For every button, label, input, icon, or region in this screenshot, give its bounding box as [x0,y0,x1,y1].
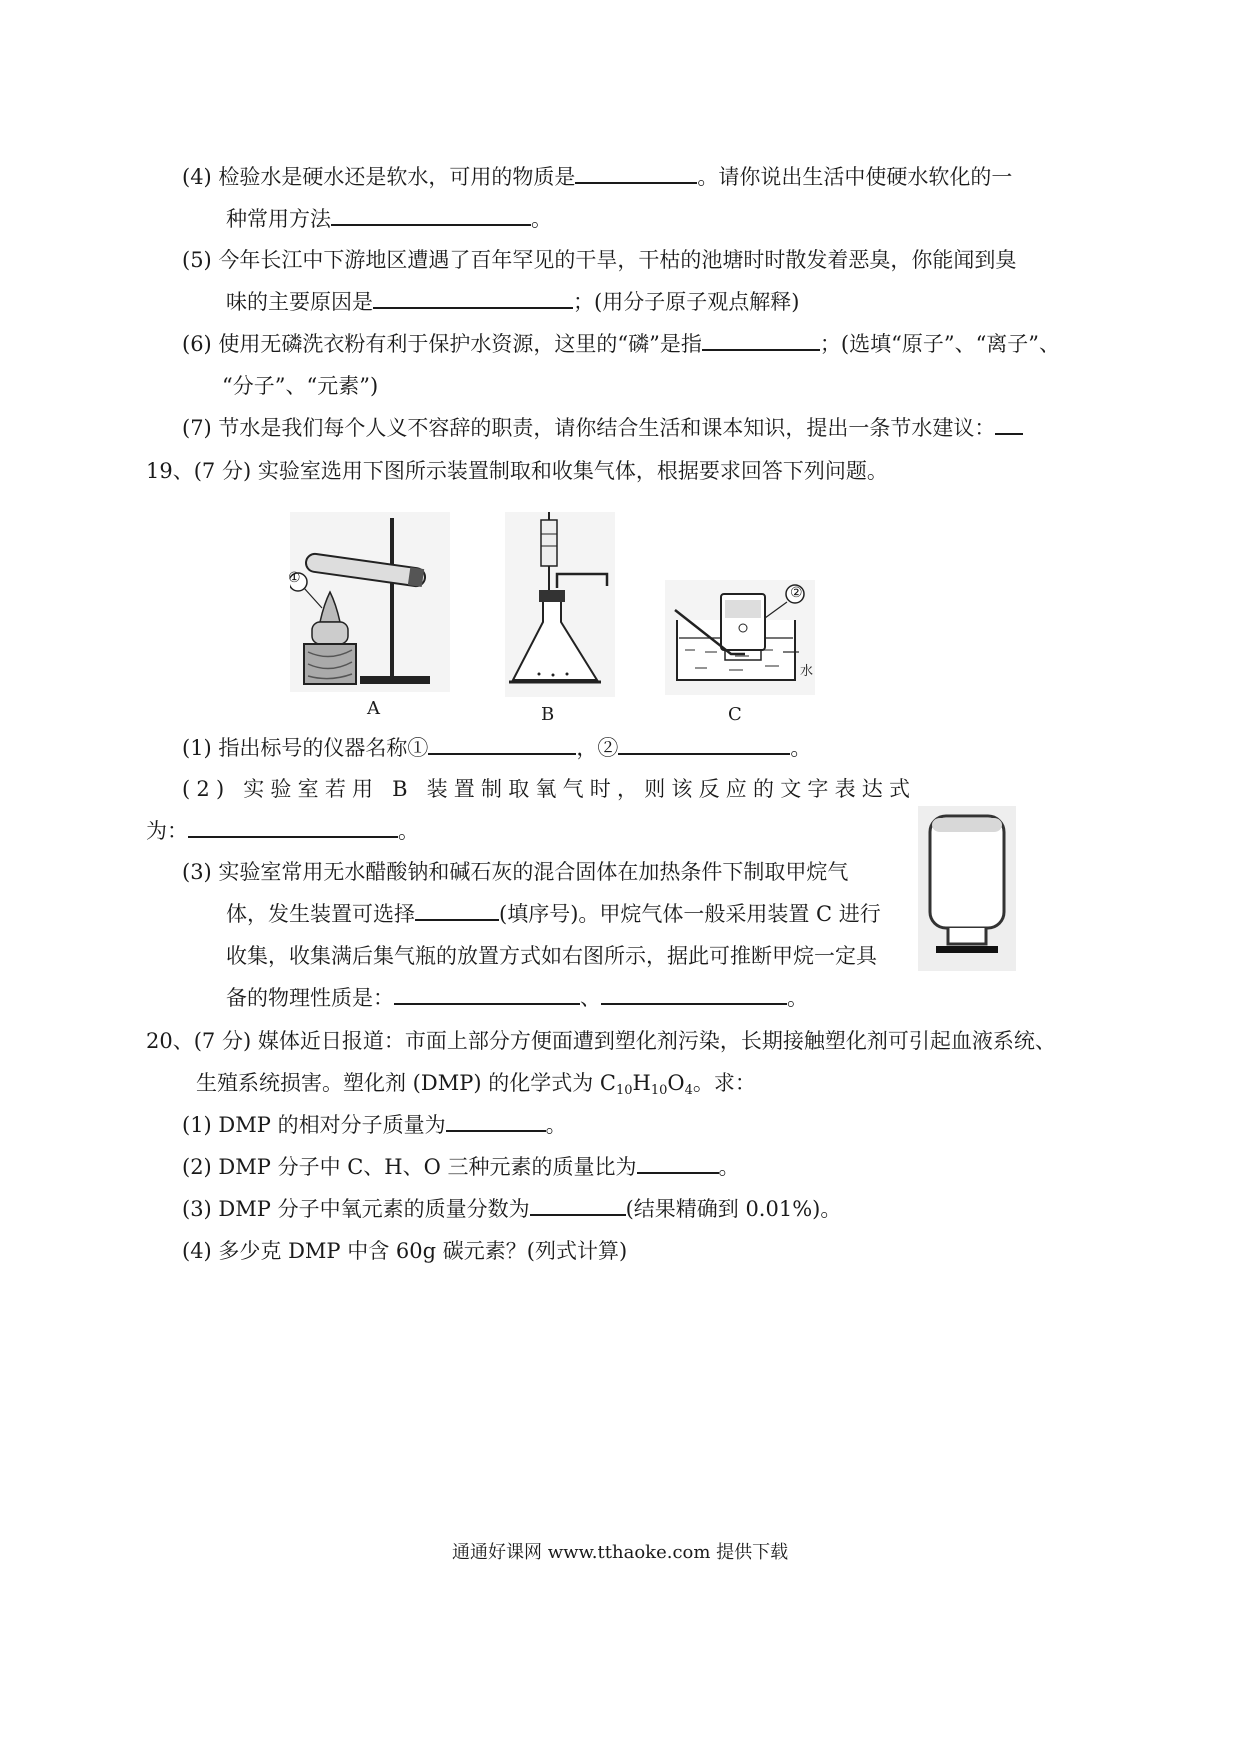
q19-part3-line3: 收集，收集满后集气瓶的放置方式如右图所示，据此可推断甲烷一定具 [226,944,877,968]
q18-part6-line1: (6) 使用无磷洗衣粉有利于保护水资源，这里的“磷”是指 ；(选填“原子”、“离子”、 [182,329,1060,359]
mark-2-label: ② [790,585,803,601]
answer-blank[interactable] [995,413,1023,435]
q19-part2-line1: (2) 实验室若用 B 装置制取氧气时，则该反应的文字表达式 [182,777,917,801]
q19-part3-line4: 备的物理性质是： 、 。 [226,983,808,1013]
apparatus-a-figure [290,512,450,692]
inverted-gas-jar-figure [918,806,1016,971]
q18-part6-line2: “分子”、“元素”) [222,374,379,398]
answer-blank[interactable] [188,816,398,838]
answer-blank[interactable] [575,162,697,184]
q20-part1: (1) DMP 的相对分子质量为 。 [182,1110,567,1140]
answer-blank[interactable] [373,287,573,309]
apparatus-b-figure [505,512,615,697]
answer-blank[interactable] [415,899,499,921]
q18-part5-line2: 味的主要原因是 ；(用分子原子观点解释) [226,287,799,317]
q20-line2: 生殖系统损害。塑化剂 (DMP) 的化学式为 $C_{10}H_{10}O_4$。求： [196,1071,756,1098]
answer-blank[interactable] [702,329,820,351]
water-label: 水 [800,664,814,679]
q19-part3-line2: 体，发生装置可选择 (填序号)。甲烷气体一般采用装置 C 进行 [226,899,881,929]
q19-part3-line1: (3) 实验室常用无水醋酸钠和碱石灰的混合固体在加热条件下制取甲烷气 [182,860,849,884]
q20-part3: (3) DMP 分子中氧元素的质量分数为 (结果精确到 0.01%)。 [182,1194,841,1224]
q20-part2: (2) DMP 分子中 C、H、O 三种元素的质量比为 。 [182,1152,740,1182]
answer-blank[interactable] [331,204,531,226]
answer-blank[interactable] [530,1194,626,1216]
answer-blank[interactable] [428,733,576,755]
q18-part7-line1: (7) 节水是我们每个人义不容辞的职责，请你结合生活和课本知识，提出一条节水建议： [182,413,1023,443]
apparatus-a-label: A [367,698,380,719]
q19-part2-line2: 为： 。 [146,816,419,846]
q19-title: 19、(7 分) 实验室选用下图所示装置制取和收集气体，根据要求回答下列问题。 [146,459,888,483]
q19-part1: (1) 指出标号的仪器名称① ，② 。 [182,733,811,763]
q18-part5-line1: (5) 今年长江中下游地区遭遇了百年罕见的干旱，干枯的池塘时时散发着恶臭，你能闻到臭 [182,248,1017,272]
q20-title: 20、(7 分) 媒体近日报道：市面上部分方便面遭到塑化剂污染，长期接触塑化剂可引起血液系统、 [146,1029,1056,1053]
page-footer: 通通好课网 www.tthaoke.com 提供下载 [452,1542,789,1563]
q18-part4-line2: 种常用方法 。 [226,204,552,234]
answer-blank[interactable] [394,983,580,1005]
answer-blank[interactable] [637,1152,719,1174]
answer-blank[interactable] [618,733,790,755]
apparatus-c-label: C [728,704,742,725]
answer-blank[interactable] [601,983,787,1005]
answer-blank[interactable] [446,1110,546,1132]
q18-part4-line1: (4) 检验水是硬水还是软水，可用的物质是 。请你说出生活中使硬水软化的一 [182,162,1012,192]
q20-part4: (4) 多少克 DMP 中含 60g 碳元素？(列式计算) [182,1239,628,1263]
mark-1-label: ① [288,570,301,586]
apparatus-b-label: B [541,704,555,725]
